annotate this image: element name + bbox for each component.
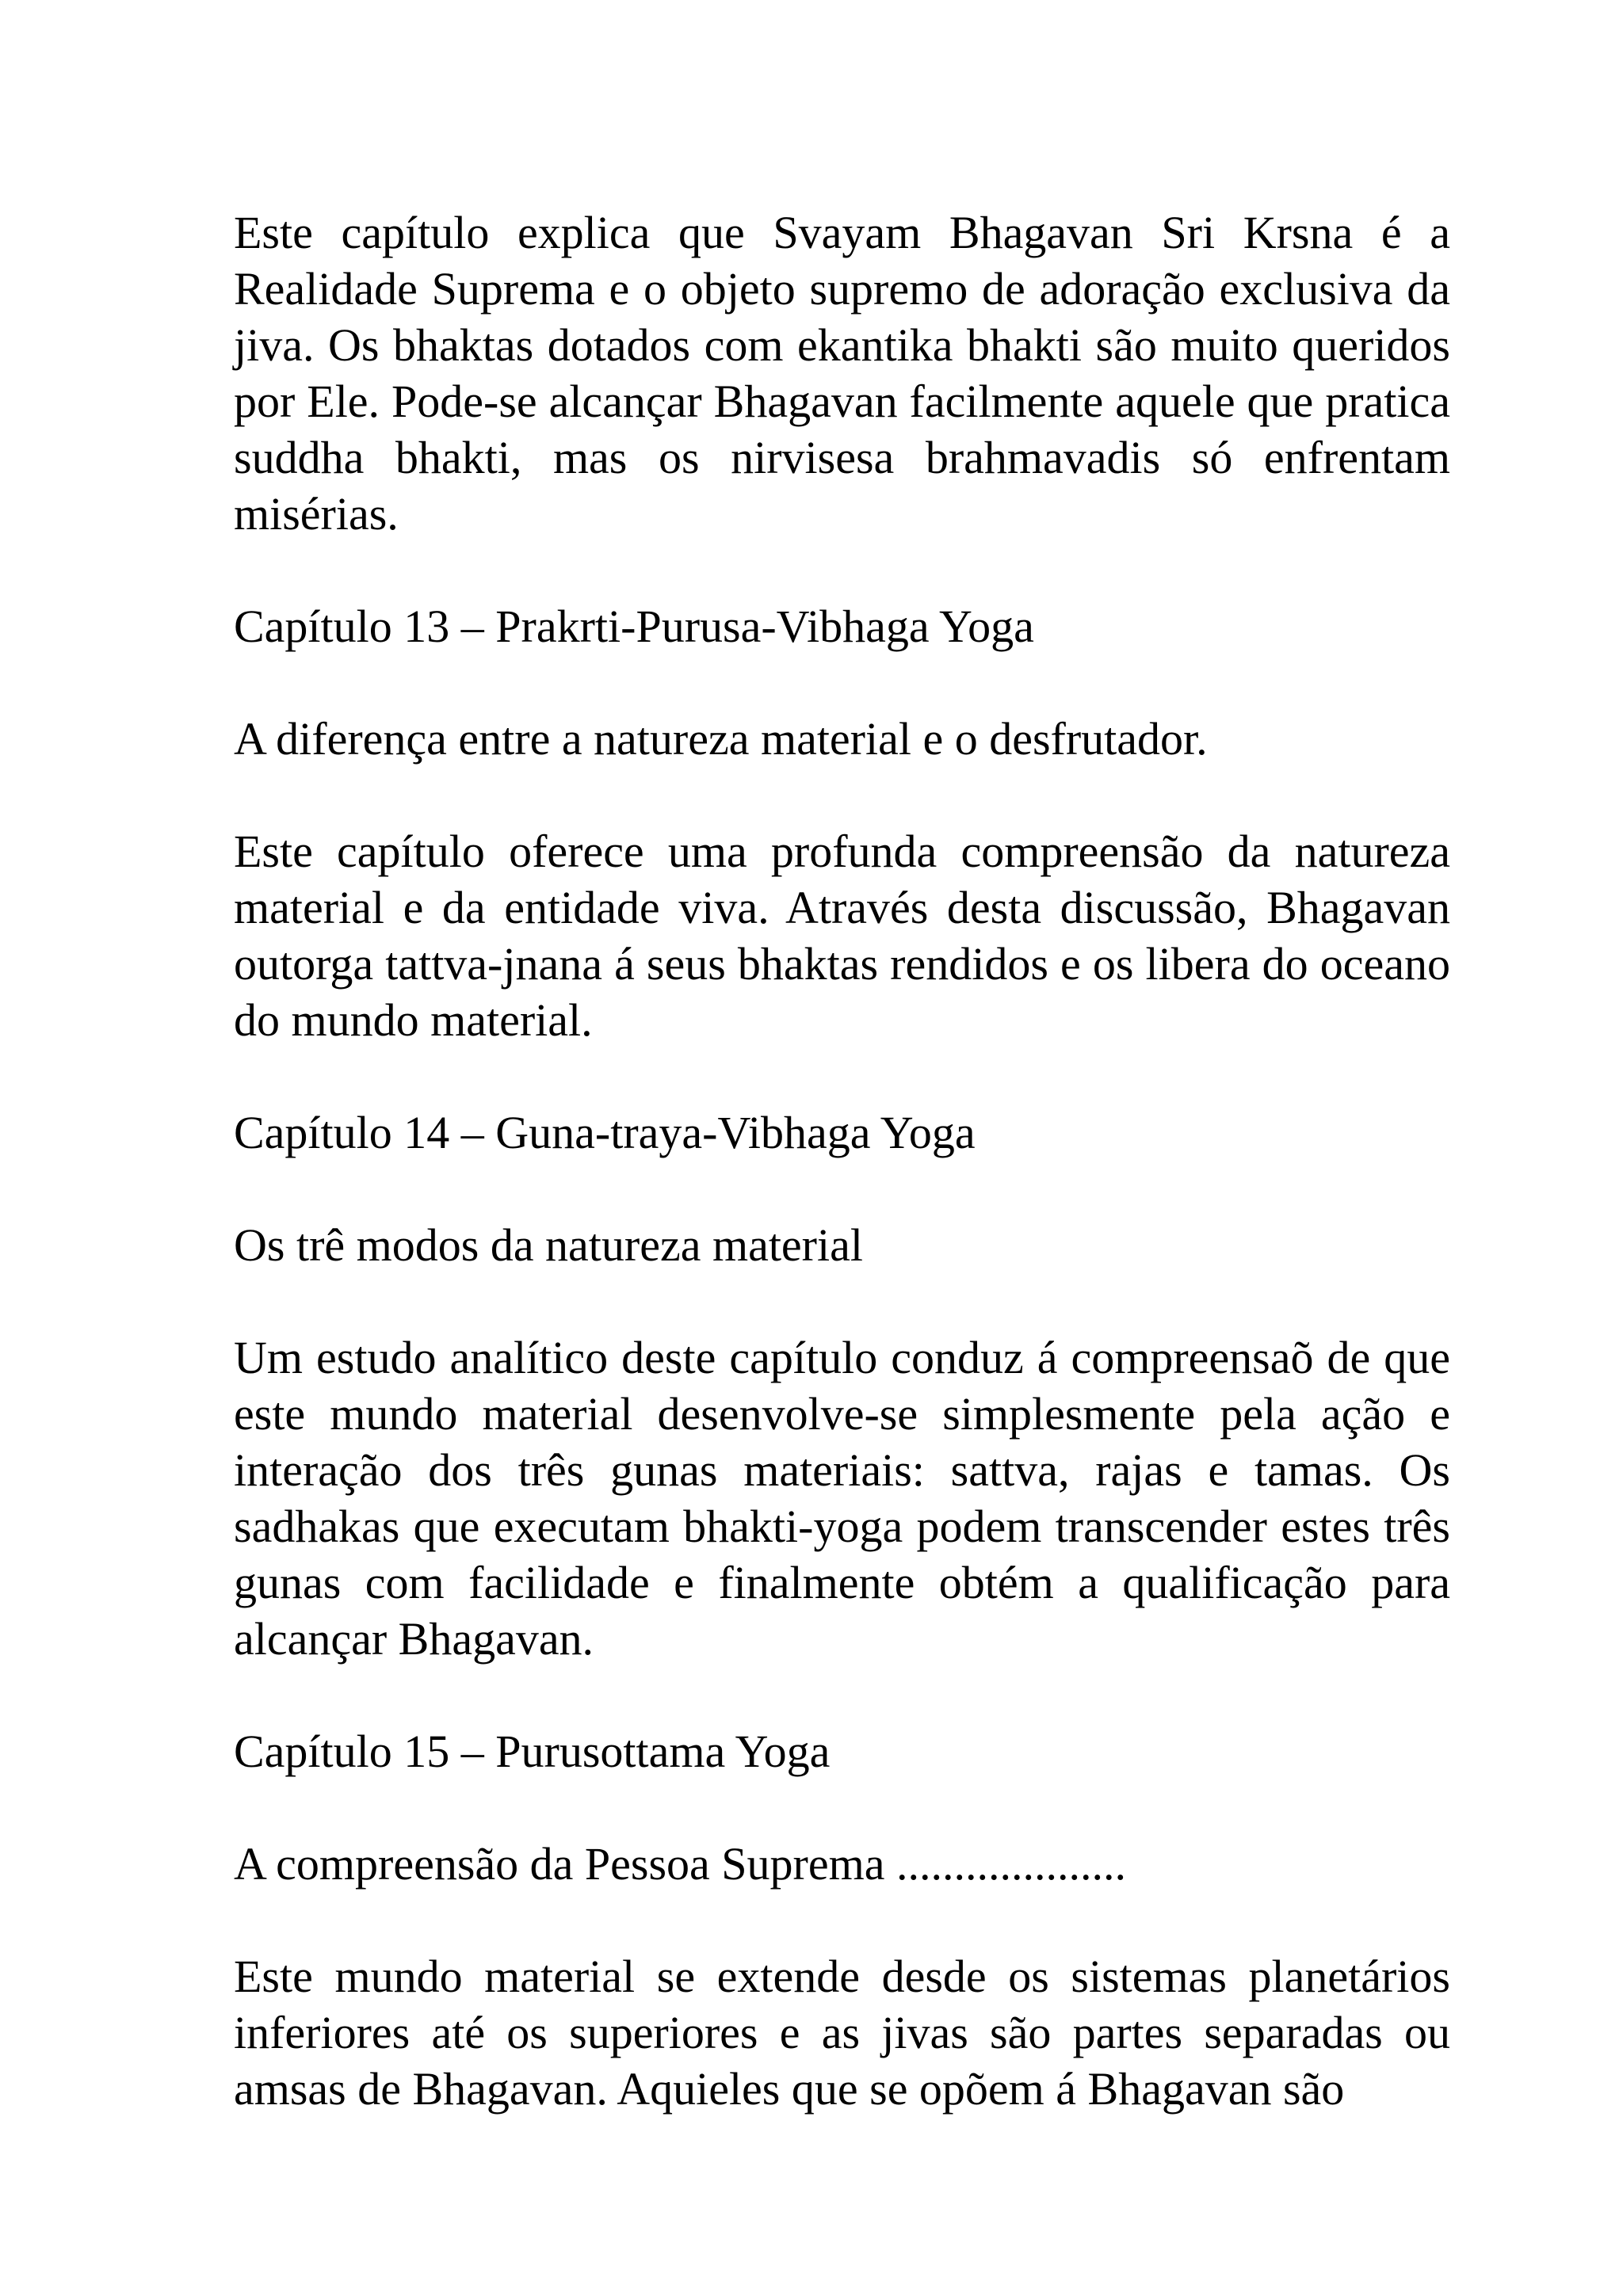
paragraph-chapter12-summary: Este capítulo explica que Svayam Bhagavan Sri Krsna é a Realidade Suprema e o objeto supremo de adoração exclusiva da jiva. Os bhaktas dotados com ekantika bhakti são muito queridos por Ele. Pode-se alcançar Bhagavan facilmente aquele que pratica suddha bhakti, mas os nirvisesa brahmavadis só enfrentam misérias.	[234, 207, 1450, 540]
chapter-14-heading: Capítulo 14 – Guna-traya-Vibhaga Yoga	[234, 1107, 976, 1158]
chapter-13-heading: Capítulo 13 – Prakrti-Purusa-Vibhaga Yoga	[234, 601, 1034, 652]
chapter-15-heading: Capítulo 15 – Purusottama Yoga	[234, 1726, 831, 1777]
text-column	[234, 204, 1450, 2173]
chapter-15-subtitle: A compreensão da Pessoa Suprema ....................	[234, 1838, 1126, 1890]
paragraph-chapter14-summary: Um estudo analítico deste capítulo conduz á compreensaõ de que este mundo material desenvolve-se simplesmente pela ação e interação dos três gunas materiais: sattva, rajas e tamas. Os sadhakas que executam bhakti-yoga podem transcender estes três gunas com facilidade e finalmente obtém a qualificação para alcançar Bhagavan.	[234, 1332, 1450, 1665]
paragraph-chapter15-summary: Este mundo material se extende desde os sistemas planetários inferiores até os superiores e as jivas são partes separadas ou amsas de Bhagavan. Aquieles que se opõem á Bhagavan são	[234, 1951, 1450, 2115]
paragraph-chapter13-summary: Este capítulo oferece uma profunda compreensão da natureza material e da entidade viva. Através desta discussão, Bhagavan outorga tattva-jnana á seus bhaktas rendidos e os libera do oceano do mundo material.	[234, 826, 1450, 1046]
chapter-13-subtitle: A diferença entre a natureza material e o desfrutador.	[234, 713, 1208, 765]
chapter-14-subtitle: Os trê modos da natureza material	[234, 1219, 863, 1271]
